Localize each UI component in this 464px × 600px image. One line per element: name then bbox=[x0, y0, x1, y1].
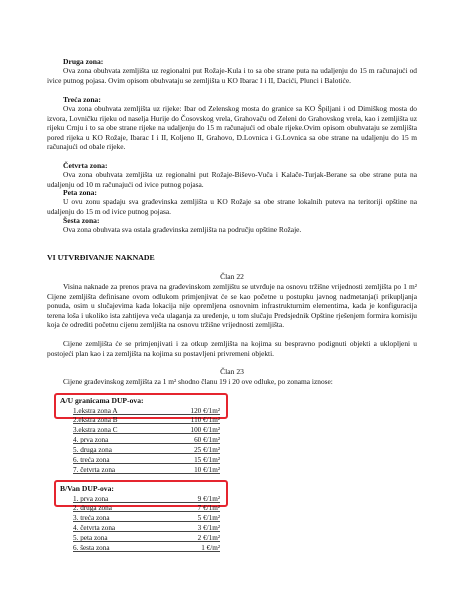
row-label: 4. četvrta zona bbox=[73, 524, 116, 532]
zone-3-heading: Treća zona: bbox=[63, 95, 101, 104]
row-label: 1. prva zona bbox=[73, 495, 109, 503]
row-value: 110 €/1m² bbox=[190, 416, 220, 424]
table-b-title: B/Van DUP-ova: bbox=[60, 484, 114, 493]
row-value: 2 €/1m² bbox=[197, 534, 220, 542]
table-b-row bbox=[60, 533, 220, 543]
table-a-title: A/U granicama DUP-ova: bbox=[60, 396, 144, 405]
row-value: 120 €/1m² bbox=[190, 407, 220, 415]
zone-2-text: Ova zona obuhvata zemljišta uz regionalni put Rožaje-Kula i to sa obe strane puta na udaljenju do 15 m računajući od ivice putnog pojasa. Ovim opisom obuhvataju se zemljišta u KO Ibarac I i II, Dacići, Plunci i Balotiće. bbox=[47, 66, 417, 85]
row-underline bbox=[73, 423, 220, 424]
row-value: 100 €/1m² bbox=[190, 426, 220, 434]
zone-2-heading: Druga zona: bbox=[63, 57, 104, 66]
article-22-title: Član 22 bbox=[220, 272, 244, 281]
row-label: 6. treća zona bbox=[73, 456, 110, 464]
table-a-row bbox=[60, 445, 220, 455]
table-a-row bbox=[60, 425, 220, 435]
article-22-paragraph-2: Cijene zemljišta će se primjenjivati i za otkup zemljišta na kojima su bespravno podignuti objekti a uklopljeni u postojeći plan kao i za zemljišta na kojima su postavljeni privremeni objekti. bbox=[47, 339, 417, 358]
row-value: 3 €/1m² bbox=[197, 524, 220, 532]
row-label: 2. druga zona bbox=[73, 504, 112, 512]
table-b-row bbox=[60, 513, 220, 523]
row-value: 15 €/1m² bbox=[194, 456, 220, 464]
zone-4-text: Ova zona obuhvata zemljišta uz regionalni put Rožaje-Biševo-Vuča i Kalače-Turjak-Berane sa obe strane puta na udaljenju od 10 m računajući od ivice putnog pojasa. bbox=[47, 170, 417, 189]
section-title: VI UTVRĐIVANJE NAKNADE bbox=[47, 253, 155, 262]
row-value: 10 €/1m² bbox=[194, 466, 220, 474]
row-label: 1.ekstra zona A bbox=[73, 407, 118, 415]
zone-4-heading: Četvrta zona: bbox=[63, 161, 108, 170]
row-underline bbox=[73, 531, 220, 532]
row-label: 7. četvrta zona bbox=[73, 466, 116, 474]
row-label: 5. peta zona bbox=[73, 534, 108, 542]
article-22-paragraph-1: Visina naknade za prenos prava na građevinskom zemljištu se utvrđuje na osnovu tržišne vrijednosti zemljišta po 1 m² Cijene zemljišta definisane ovom odlukom primjenjivat će se kao početne u postupku javnog nadmetanja(i prikupljanja ponuda, osim u slučajevima kada lokacija nije opremljena osnovnim infrastrukturnim elementima, kada je konfiguracija terena loša i ukoliko ista zahtijeva veća ulaganja za uređenje, u tom slučaju Predsjednik Opštine rješenjem formira komisiju koja će odrediti početnu cijenu zemljišta na osnovu tržišne vrijednosti zemljišta. bbox=[47, 282, 417, 329]
row-label: 2.ekstra zona B bbox=[73, 416, 118, 424]
zone-5-heading: Peta zona: bbox=[63, 188, 97, 197]
table-a-row bbox=[60, 435, 220, 445]
row-value: 9 €/1m² bbox=[197, 495, 220, 503]
zone-5-text: U ovu zonu spadaju sva građevinska zemljišta u KO Rožaje sa obe strane lokalnih puteva na teritoriji opštine na udaljenju do 15 m od ivice putnog pojasa. bbox=[47, 197, 417, 216]
row-underline bbox=[73, 453, 220, 454]
table-a-row bbox=[60, 415, 220, 425]
zone-3-text: Ova zona obuhvata zemljišta uz rijeke: Ibar od Zelenskog mosta do granice sa KO Špiljani i od Dimiškog mosta do izvora, Lovničku rijeku od naselja Hurije do Čosovskog vrela, Grahovaču od Zeleni do Grahovskog vrela, kao i zemljišta uz rijeku Crnju i to sa obe strane rijeke na udaljenju do 15 m računajući od obale rijeke.Ovim opisom obuhvataju se zemljišta pored rijeka u KO Rožaje, Ibarac I i II, Koljeno II, Grahovo, D.Lovnica i G.Lovnica sa obe strane na udaljenju do 15 m računajući od obale rijeke. bbox=[47, 104, 417, 151]
row-value: 5 €/1m² bbox=[197, 514, 220, 522]
row-label: 3.ekstra zona C bbox=[73, 426, 118, 434]
article-23-intro: Cijene građevinskog zemljišta za 1 m² shodno članu 19 i 20 ove odluke, po zonama iznose: bbox=[63, 377, 333, 386]
row-label: 5. druga zona bbox=[73, 446, 112, 454]
table-a-row bbox=[60, 465, 220, 475]
article-23-title: Član 23 bbox=[220, 367, 244, 376]
row-value: 25 €/1m² bbox=[194, 446, 220, 454]
row-underline bbox=[73, 521, 220, 522]
row-underline bbox=[73, 443, 220, 444]
table-b-row bbox=[60, 503, 220, 513]
zone-6-text: Ova zona obuhvata sva ostala građevinska zemljišta na području opštine Rožaje. bbox=[63, 225, 302, 234]
row-value: 1 €/m² bbox=[201, 544, 220, 552]
table-b-row bbox=[60, 523, 220, 533]
row-underline bbox=[73, 473, 220, 474]
row-underline bbox=[73, 433, 220, 434]
row-underline bbox=[73, 551, 220, 552]
row-label: 4. prva zona bbox=[73, 436, 109, 444]
zone-6-heading: Šesta zona: bbox=[63, 216, 100, 225]
row-label: 3. treća zona bbox=[73, 514, 110, 522]
row-label: 6. šesta zona bbox=[73, 544, 110, 552]
table-a-row bbox=[60, 455, 220, 465]
row-value: 60 €/1m² bbox=[194, 436, 220, 444]
row-value: 7 €/1m² bbox=[197, 504, 220, 512]
row-underline bbox=[73, 541, 220, 542]
row-underline bbox=[73, 463, 220, 464]
table-b-row bbox=[60, 543, 220, 553]
row-underline bbox=[73, 511, 220, 512]
